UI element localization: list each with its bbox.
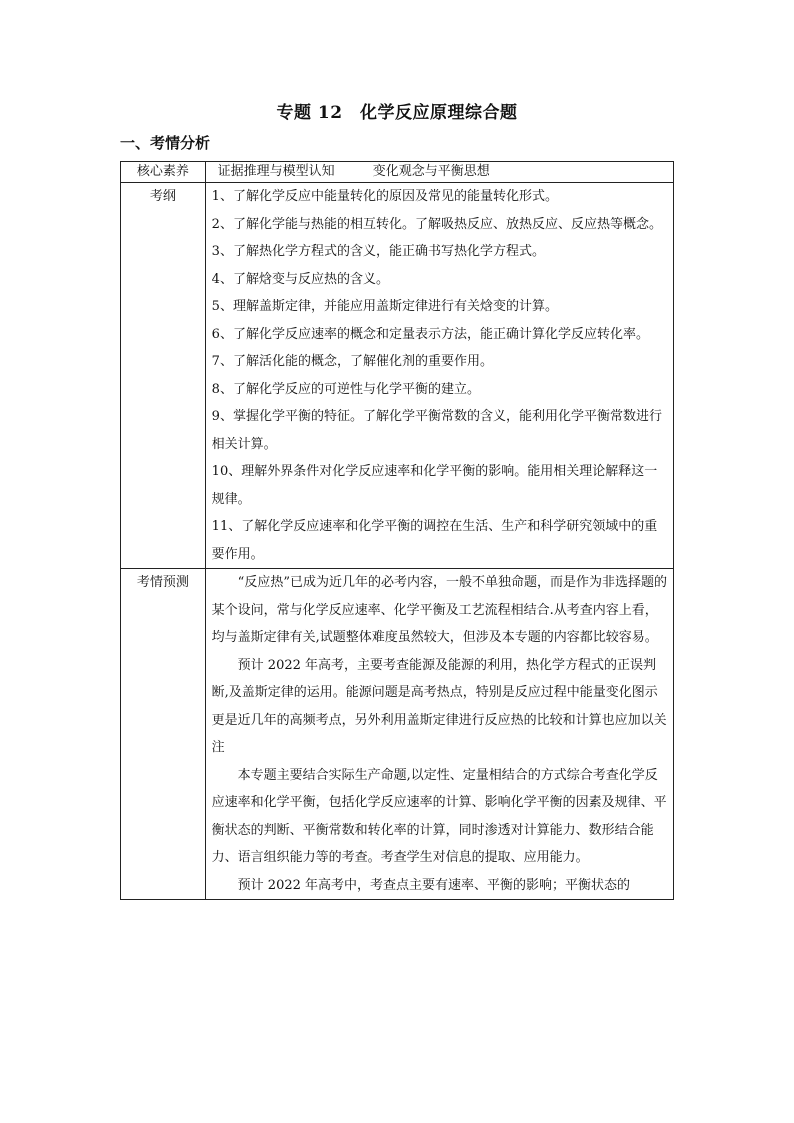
syllabus-item: 11、了解化学反应速率和化学平衡的调控在生活、生产和科学研究领域中的重要作用。 <box>211 519 658 562</box>
core-literacy-cell <box>205 162 673 183</box>
table-row-syllabus <box>121 183 674 569</box>
forecast-paragraph: 预计 2022 年高考，主要考查能源及能源的利用，热化学方程式的正误判断,及盖斯定律的运用。能源问题是高考热点，特别是反应过程中能量变化图示更是近几年的高频考点，另外利用盖斯定律进行反应热的比较和计算也应加以关注 <box>211 657 667 755</box>
forecast-paragraph: “反应热”已成为近几年的必考内容，一般不单独命题，而是作为非选择题的某个设问，常与化学反应速率、化学平衡及工艺流程相结合.从考查内容上看，均与盖斯定律有关,试题整体难度虽然较大，但涉及本专题的内容都比较容易。 <box>211 575 667 645</box>
row-label-syllabus: 考纲 <box>121 183 206 569</box>
literacy-item: 证据推理与模型认知 <box>217 164 335 179</box>
row-label-core-literacy: 核心素养 <box>121 162 206 183</box>
row-label-forecast: 考情预测 <box>121 569 206 900</box>
syllabus-item: 3、了解热化学方程式的含义，能正确书写热化学方程式。 <box>211 244 545 259</box>
literacy-item: 变化观念与平衡思想 <box>372 164 490 179</box>
syllabus-cell <box>205 183 673 569</box>
table-row-core-literacy <box>121 162 674 183</box>
section-heading: 一、考情分析 <box>120 134 211 152</box>
forecast-cell <box>205 569 673 900</box>
syllabus-item: 9、掌握化学平衡的特征。了解化学平衡常数的含义，能利用化学平衡常数进行相关计算。 <box>211 409 662 452</box>
table-row-forecast <box>121 569 674 900</box>
analysis-table <box>120 161 674 900</box>
syllabus-item: 2、了解化学能与热能的相互转化。了解吸热反应、放热反应、反应热等概念。 <box>211 216 662 232</box>
syllabus-item: 4、了解焓变与反应热的含义。 <box>211 271 389 287</box>
syllabus-item: 7、了解活化能的概念，了解催化剂的重要作用。 <box>211 354 493 369</box>
syllabus-item: 5、理解盖斯定律，并能应用盖斯定律进行有关焓变的计算。 <box>211 299 558 314</box>
syllabus-item: 6、了解化学反应速率的概念和定量表示方法，能正确计算化学反应转化率。 <box>211 326 649 342</box>
forecast-paragraph: 预计 2022 年高考中，考查点主要有速率、平衡的影响；平衡状态的 <box>237 877 631 893</box>
syllabus-item: 1、了解化学反应中能量转化的原因及常见的能量转化形式。 <box>211 189 558 204</box>
forecast-paragraph: 本专题主要结合实际生产命题,以定性、定量相结合的方式综合考查化学反应速率和化学平衡，包括化学反应速率的计算、影响化学平衡的因素及规律、平衡状态的判断、平衡常数和转化率的计算，同时渗透对计算能力、数形结合能力、语言组织能力等的考查。考查学生对信息的提取、应用能力。 <box>211 767 667 865</box>
syllabus-item: 10、理解外界条件对化学反应速率和化学平衡的影响。能用相关理论解释这一规律。 <box>211 464 658 507</box>
syllabus-item: 8、了解化学反应的可逆性与化学平衡的建立。 <box>211 381 480 397</box>
page-title: 专题 12 化学反应原理综合题 <box>276 103 518 123</box>
